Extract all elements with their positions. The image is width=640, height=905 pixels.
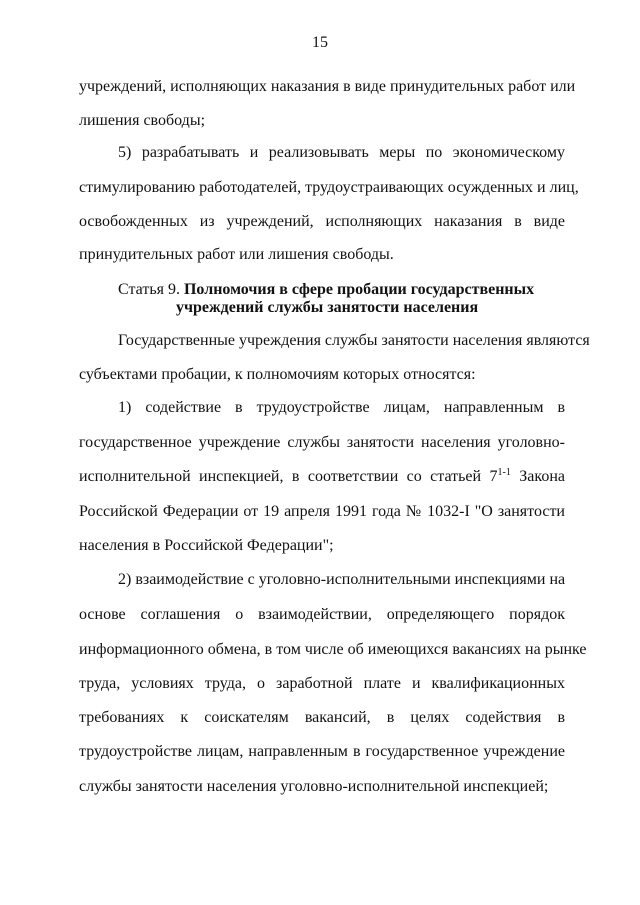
text-segment: Закона xyxy=(510,468,565,485)
text-line: учреждений, исполняющих наказания в виде принудительных работ или xyxy=(79,78,576,95)
paragraph-intro-line: Государственные учреждения службы занятости населения являются xyxy=(118,332,590,349)
text-line: труда, условиях труда, о заработной плате и квалификационных xyxy=(79,675,565,692)
text-line: Российской Федерации от 19 апреля 1991 года № 1032-I "О занятости xyxy=(79,503,565,520)
article-heading xyxy=(118,280,565,300)
text-line: населения в Российской Федерации"; xyxy=(79,537,334,554)
text-line: службы занятости населения уголовно-исполнительной инспекцией; xyxy=(79,778,549,795)
text-line: требованиях к соискателям вакансий, в целях содействия в xyxy=(79,709,565,726)
text-line-with-superscript xyxy=(79,467,565,487)
list-item-1-line: 1) содействие в трудоустройстве лицам, направленным в xyxy=(118,399,565,416)
text-line: трудоустройстве лицам, направленным в государственное учреждение xyxy=(79,743,565,760)
text-line: субъектами пробации, к полномочиям которых относятся: xyxy=(79,366,476,383)
superscript: 1-1 xyxy=(497,467,511,478)
article-title-line-1: Полномочия в сфере пробации государственных xyxy=(183,281,535,298)
text-line: лишения свободы; xyxy=(79,112,206,129)
list-item-5-line: 5) разрабатывать и реализовывать меры по экономическому xyxy=(118,144,565,161)
text-line: информационного обмена, в том числе об имеющихся вакансиях на рынке xyxy=(79,641,587,658)
text-line: государственное учреждение службы занятости населения уголовно- xyxy=(79,434,565,451)
list-item-2-line: 2) взаимодействие с уголовно-исполнительными инспекциями на xyxy=(118,571,566,588)
text-line: принудительных работ или лишения свободы. xyxy=(79,246,394,263)
article-number: Статья 9. xyxy=(118,281,184,298)
page-number: 15 xyxy=(312,34,328,51)
text-line: стимулированию работодателей, трудоустраивающих осужденных и лиц, xyxy=(79,179,579,196)
article-title-line-2: учреждений службы занятости населения xyxy=(176,299,479,316)
text-segment: исполнительной инспекцией, в соответствии со статьей 7 xyxy=(79,468,498,485)
text-line: освобожденных из учреждений, исполняющих наказания в виде xyxy=(79,213,565,230)
text-line: основе соглашения о взаимодействии, определяющего порядок xyxy=(79,606,565,623)
